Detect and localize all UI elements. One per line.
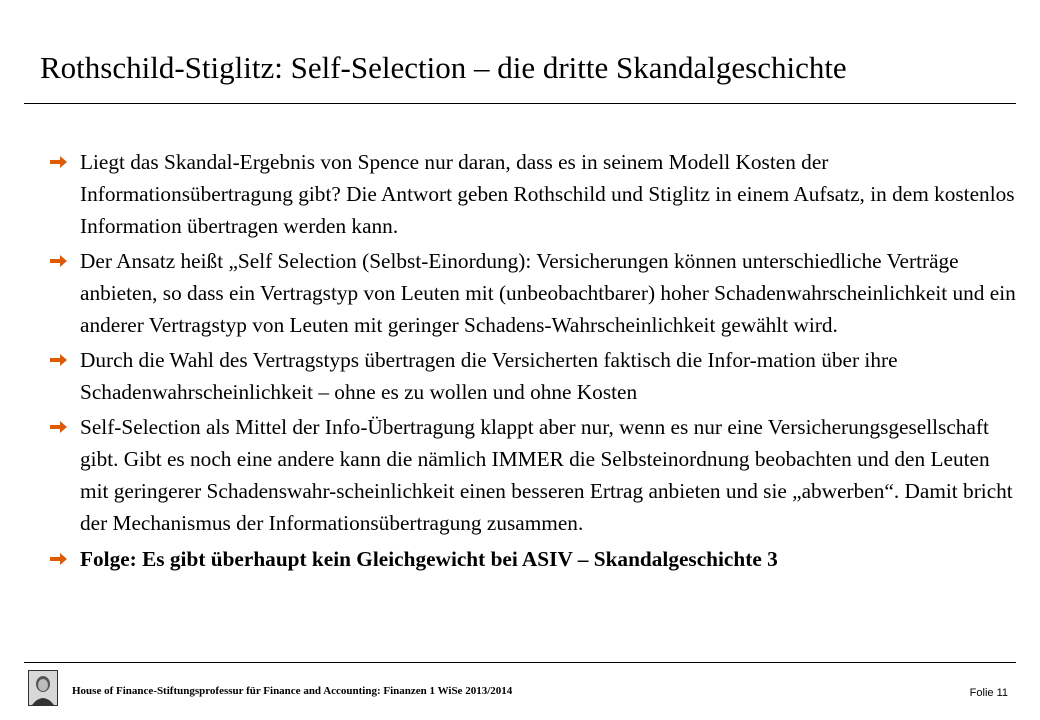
arrow-right-icon xyxy=(48,353,68,367)
bullet-item-conclusion xyxy=(48,543,1018,575)
bullet-text: Der Ansatz heißt „Self Selection (Selbst-Einordung): Versicherungen können unterschiedliche Verträge anbieten, so dass ein Vertragstyp von Leuten mit (unbeobachtbarer) hoher Schadenwahrscheinlichkeit und ein anderer Vertragstyp von Leuten mit geringer Schadens-Wahrscheinlichkeit gewählt wird. xyxy=(80,249,1016,337)
bullet-text: Folge: Es gibt überhaupt kein Gleichgewicht bei ASIV – Skandalgeschichte 3 xyxy=(80,547,778,571)
slide-title: Rothschild-Stiglitz: Self-Selection – die dritte Skandalgeschichte xyxy=(40,50,847,85)
bullet-item xyxy=(48,344,1018,408)
bullet-list xyxy=(48,146,1018,578)
slide-number: Folie 11 xyxy=(969,687,1008,699)
bullet-text: Self-Selection als Mittel der Info-Übertragung klappt aber nur, wenn es nur eine Versicherungsgesellschaft gibt. Gibt es noch eine andere kann die nämlich IMMER die Selbsteinordnung beobachten und den Leuten mit geringerer Schadenswahr-scheinlichkeit einen besseren Ertrag anbieten und sie „abwerben“. Damit bricht der Mechanismus der Informationsübertragung zusammen. xyxy=(80,415,1013,535)
bullet-item xyxy=(48,411,1018,539)
bullet-item xyxy=(48,146,1018,242)
title-divider xyxy=(24,103,1016,104)
bullet-text: Liegt das Skandal-Ergebnis von Spence nur daran, dass es in seinem Modell Kosten der Informationsübertragung gibt? Die Antwort geben Rothschild und Stiglitz in einem Aufsatz, in dem kostenlos Information übertragen werden kann. xyxy=(80,150,1015,238)
arrow-right-icon xyxy=(48,552,68,566)
bullet-text: Durch die Wahl des Vertragstyps übertragen die Versicherten faktisch die Infor-mation über ihre Schadenwahrscheinlichkeit – ohne es zu wollen und ohne Kosten xyxy=(80,348,898,404)
bullet-item xyxy=(48,245,1018,341)
arrow-right-icon xyxy=(48,155,68,169)
footer-text: House of Finance-Stiftungsprofessur für Finance and Accounting: Finanzen 1 WiSe 2013/2014 xyxy=(72,685,513,697)
portrait-icon xyxy=(28,670,58,706)
arrow-right-icon xyxy=(48,254,68,268)
arrow-right-icon xyxy=(48,420,68,434)
footer-divider xyxy=(24,662,1016,663)
